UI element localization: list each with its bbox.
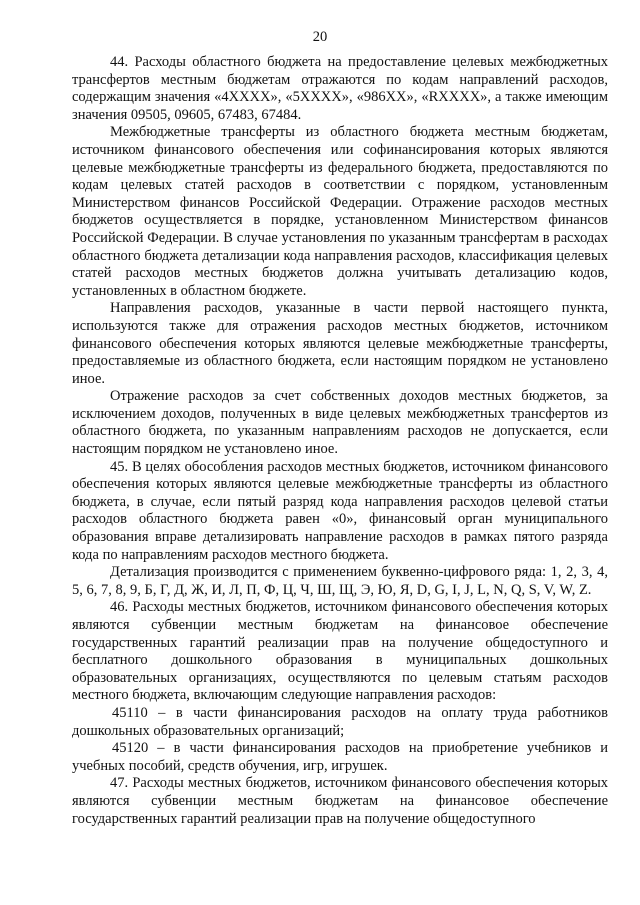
paragraph-45: 45. В целях обособления расходов местных бюджетов, источником финансового обеспечения которых являются целевые межбюджетные трансферты из областного бюджета, в случае, если пятый разряд кода направления расходов целевой статьи расходов областного бюджета равен «0», финансовый орган муниципального образования вправе детализировать направление расходов в рамках пятого разряда кода по направлениям расходов местного бюджета. (72, 458, 608, 563)
list-item-45110: 45110 – в части финансирования расходов на оплату труда работников дошкольных образовательных организаций; (72, 704, 608, 739)
paragraph-interbudget-transfers: Межбюджетные трансферты из областного бюджета местным бюджетам, источником финансового обеспечения или софинансирования которых являются целевые межбюджетные трансферты из федерального бюджета, предоставляются по кодам целевых статей расходов в соответствии с порядком, установленным Министерством финансов Российской Федерации. Отражение расходов местных бюджетов осуществляется в порядке, установленном Министерством финансов Российской Федерации. В случае установления по указанным трансфертам в расходах областного бюджета детализации кода направления расходов, классификация целевых статей расходов местных бюджетов должна учитывать детализацию кодов, установленных в областном бюджете. (72, 124, 608, 299)
paragraph-44: 44. Расходы областного бюджета на предоставление целевых межбюджетных трансфертов местным бюджетам отражаются по кодам направлений расходов, содержащим значения «4XXXX», «5XXXX», «986XX», «RXXXX», а также имеющим значения 09505, 09605, 67483, 67484. (72, 54, 608, 123)
paragraph-47: 47. Расходы местных бюджетов, источником финансового обеспечения которых являются субвенции местным бюджетам на финансовое обеспечение государственных гарантий реализации прав на получение общедоступного (72, 775, 608, 827)
document-body (72, 54, 608, 828)
paragraph-46: 46. Расходы местных бюджетов, источником финансового обеспечения которых являются субвенции местным бюджетам на финансовое обеспечение государственных гарантий реализации прав на получение общедоступного и бесплатного дошкольного образования в муниципальных дошкольных образовательных организациях, осуществляются по целевым статьям расходов местного бюджета, включающим следующие направления расходов: (72, 599, 608, 704)
page-number: 20 (312, 29, 328, 45)
paragraph-detail-series: Детализация производится с применением буквенно-цифрового ряда: 1, 2, 3, 4, 5, 6, 7, 8, 9, Б, Г, Д, Ж, И, Л, П, Ф, Ц, Ч, Ш, Щ, Э, Ю, Я, D, G, I, J, L, N, Q, S, V, W, Z. (72, 564, 608, 598)
paragraph-directions-usage: Направления расходов, указанные в части первой настоящего пункта, используются также для отражения расходов местных бюджетов, источником финансового обеспечения которых являются целевые межбюджетные трансферты, предоставляемые из областного бюджета, если настоящим порядком не установлено иное. (72, 300, 608, 387)
paragraph-own-revenue: Отражение расходов за счет собственных доходов местных бюджетов, за исключением доходов, полученных в виде целевых межбюджетных трансфертов из областного бюджета, по указанным направлениям расходов не допускается, если настоящим порядком не установлено иное. (72, 388, 608, 458)
list-item-45120: 45120 – в части финансирования расходов на приобретение учебников и учебных пособий, средств обучения, игр, игрушек. (72, 740, 608, 774)
